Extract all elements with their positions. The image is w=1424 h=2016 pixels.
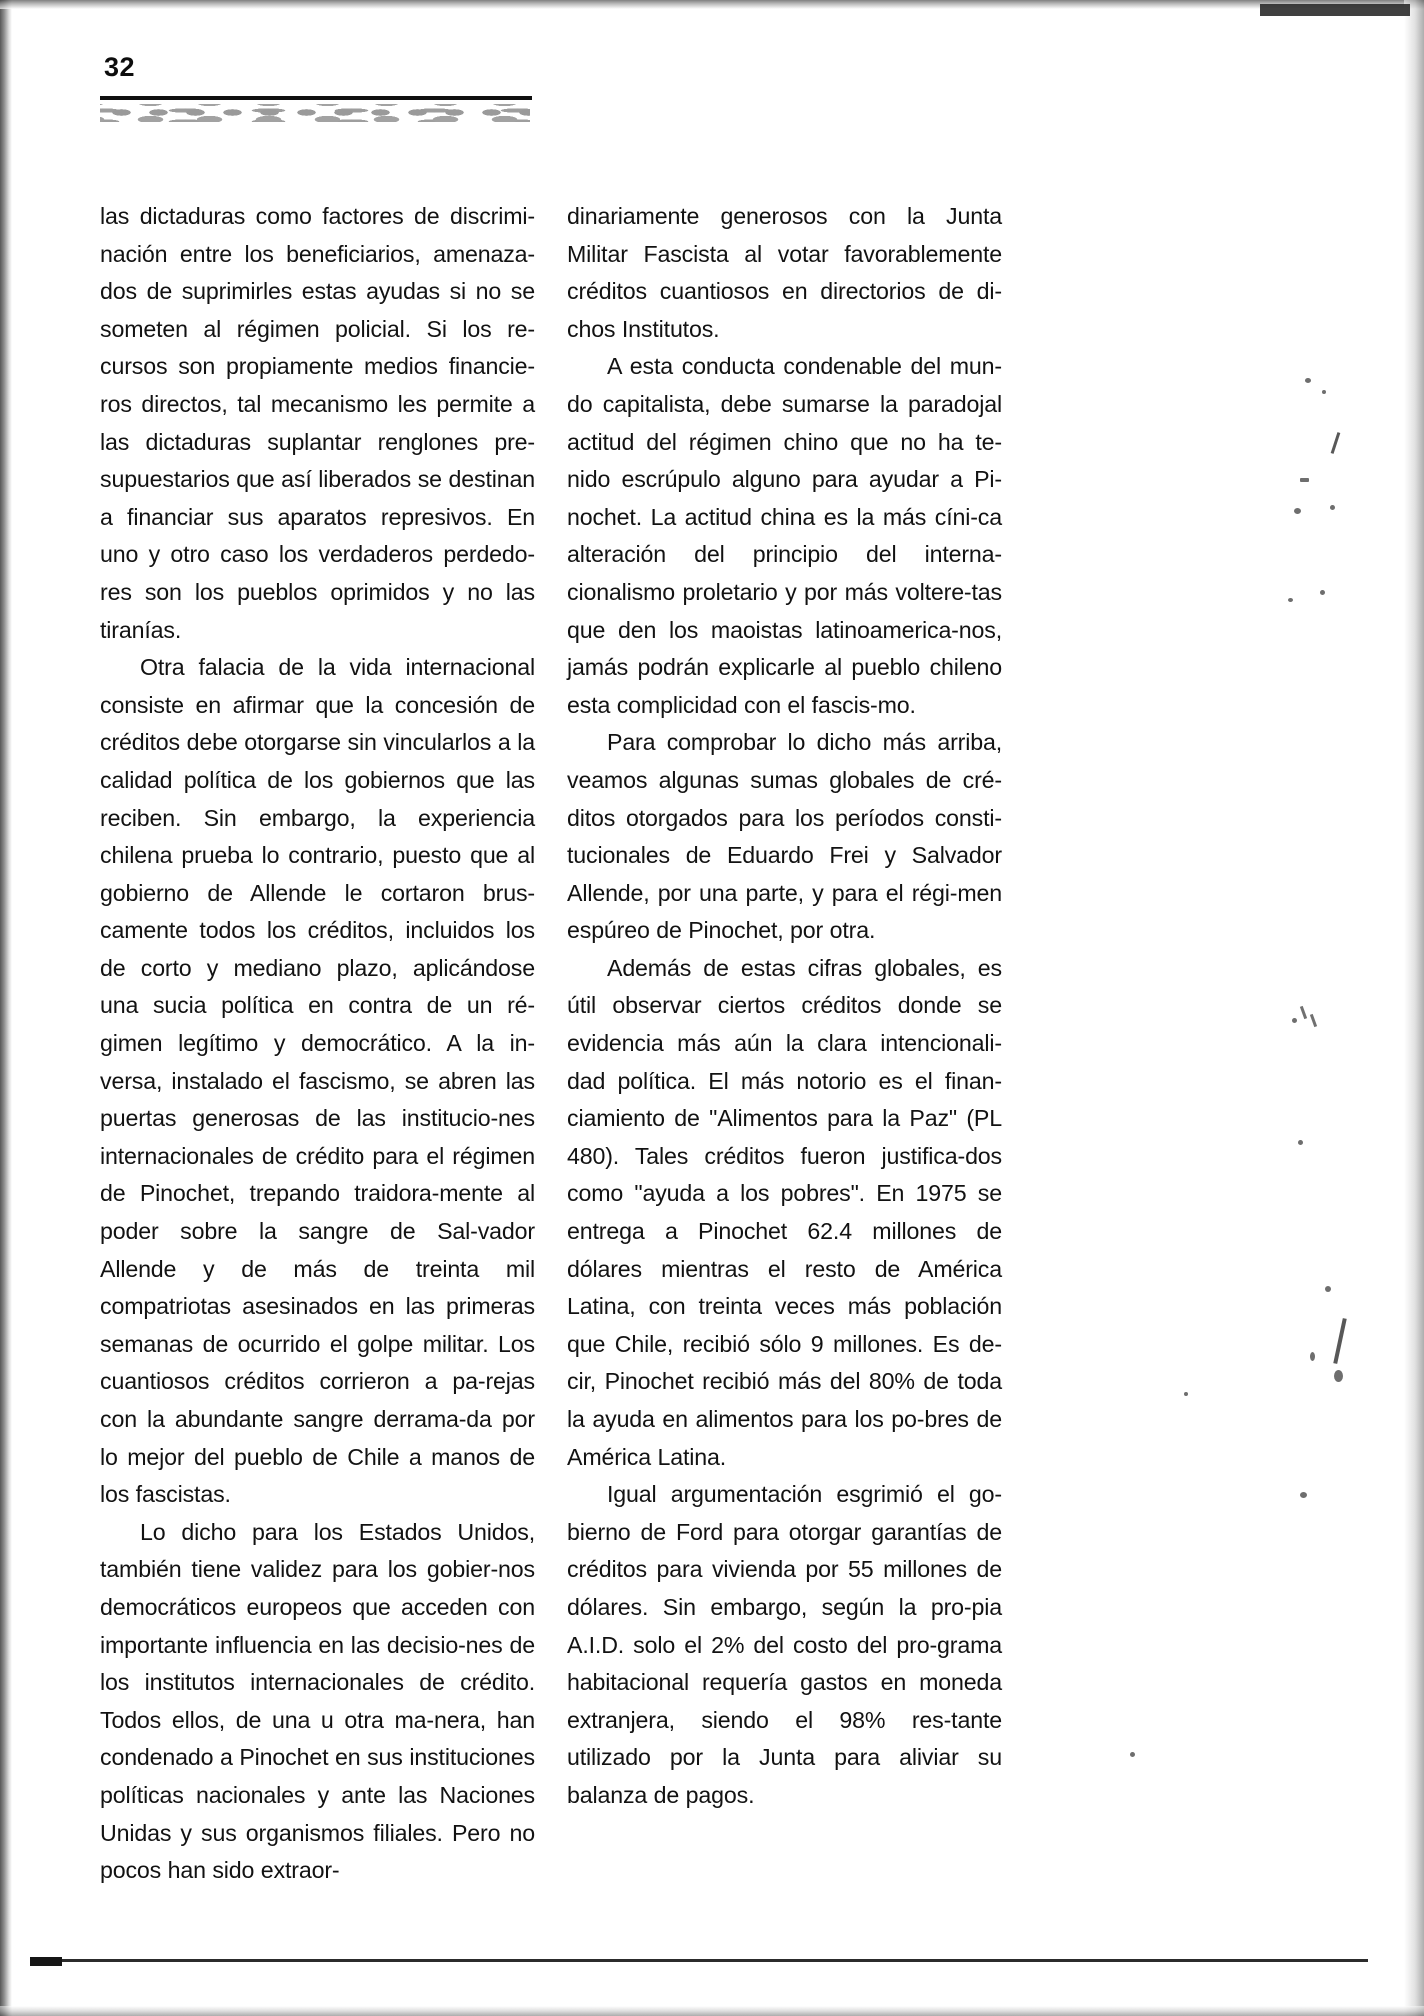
- scan-edge-top: [0, 0, 1424, 9]
- scan-speck: [1294, 508, 1301, 514]
- scan-mark: [1333, 1318, 1346, 1364]
- header-rule: [100, 96, 532, 100]
- paragraph: Lo dicho para los Estados Unidos, también tiene validez para los gobier-nos democráticos europeos que acceden con importante influencia en las decisio-nes de los institutos internacionales de crédito. Todos ellos, de una u otra ma-nera, han condenado a Pinochet en sus instituciones políticas nacionales y ante las Naciones Unidas y sus organismos filiales. Pero no pocos han sido extraor-: [100, 1518, 535, 1884]
- scan-edge-right: [1404, 0, 1424, 2016]
- paragraph: A esta conducta condenable del mun-do capitalista, debe sumarse la paradojal actitud del régimen chino que no ha te-nido escrúpulo alguno para ayudar a Pi-nochet. La actitud china es la más cíni-ca alteración del principio del interna-cionalismo proletario y por más voltere-tas que den los maoistas latinoamerica-nos, jamás podrán explicarle al pueblo chileno esta complicidad con el fascis-mo.: [567, 353, 1002, 718]
- left-column: [100, 198, 535, 1890]
- scan-speck: [1325, 1286, 1331, 1292]
- paragraph: Igual argumentación esgrimió el go-bierno de Ford para otorgar garantías de créditos para vivienda por 55 millones de dólares. Sin embargo, según la pro-pia A.I.D. solo el 2% del costo del pro-grama habitacional requería gastos en moneda extranjera, siendo el 98% res-tante utilizado por la Junta para aliviar su balanza de pagos.: [567, 1481, 1002, 1808]
- scan-speck: [1184, 1392, 1188, 1396]
- scan-speck: [1330, 505, 1335, 510]
- scan-speck: [1322, 390, 1326, 394]
- footer-rule-tail: [30, 1957, 62, 1966]
- scan-corner-artifact: [1260, 4, 1410, 16]
- scan-speck: [1300, 478, 1309, 482]
- scan-speck: [1305, 378, 1311, 383]
- paragraph: Otra falacia de la vida internacional consiste en afirmar que la concesión de créditos debe otorgarse sin vincularlos a la calidad política de los gobiernos que las reciben. Sin embargo, la experiencia chilena prueba lo contrario, puesto que al gobierno de Allende le cortaron brus-camente todos los créditos, incluidos los de corto y mediano plazo, aplicándose una sucia política en contra de un ré-gimen legítimo y democrático. A la in-versa, instalado el fascismo, se abren las puertas generosas de las institucio-nes internacionales de crédito para el régimen de Pinochet, trepando traidora-mente al poder sobre la sangre de Sal-vador Allende y de más de treinta mil compatriotas asesinados en las primeras semanas de ocurrido el golpe militar. Los cuantiosos créditos corrieron a pa-rejas con la abundante sangre derrama-da por lo mejor del pueblo de Chile a manos de los fascistas.: [100, 654, 535, 1508]
- scan-speck: [1320, 590, 1325, 595]
- header-rule-speckle: [100, 104, 530, 122]
- scan-speck: [1298, 1140, 1303, 1145]
- scan-edge-bottom: [0, 2006, 1424, 2016]
- scan-speck: [1334, 1370, 1343, 1382]
- scan-speck: [1288, 598, 1293, 602]
- scan-speck: [1300, 1492, 1307, 1498]
- paragraph: dinariamente generosos con la Junta Militar Fascista al votar favorablemente créditos cuantiosos en directorios de di-chos Institutos.: [567, 203, 1002, 342]
- page-number: 32: [104, 52, 136, 82]
- scan-edge-left: [0, 0, 12, 2016]
- scan-speck: [1310, 1352, 1315, 1361]
- paragraph: Para comprobar lo dicho más arriba, veamos algunas sumas globales de cré-ditos otorgados para los períodos consti-tucionales de Eduardo Frei y Salvador Allende, por una parte, y para el régi-men espúreo de Pinochet, por otra.: [567, 729, 1002, 944]
- footer-rule: [48, 1959, 1368, 1962]
- scan-speck: [1292, 1018, 1297, 1023]
- body-columns: [100, 198, 1330, 1890]
- scan-speck: [1130, 1752, 1135, 1757]
- paragraph: las dictaduras como factores de discrimi-nación entre los beneficiarios, amenaza-dos de suprimirles estas ayudas si no se someten al régimen policial. Si los re-cursos son propiamente medios financie-ros directos, tal mecanismo les permite a las dictaduras suplantar renglones pre-supuestarios que así liberados se destinan a financiar sus aparatos represivos. En uno y otro caso los verdaderos perdedo-res son los pueblos oprimidos y no las tiranías.: [100, 203, 535, 643]
- paragraph: Además de estas cifras globales, es útil observar ciertos créditos donde se evidencia más aún la clara intencionali-dad política. El más notorio es el finan-ciamiento de "Alimentos para la Paz" (PL 480). Tales créditos fueron justifica-dos como "ayuda a los pobres". En 1975 se entrega a Pinochet 62.4 millones de dólares mientras el resto de América Latina, con treinta veces más población que Chile, recibió sólo 9 millones. Es de-cir, Pinochet recibió más del 80% de toda la ayuda en alimentos para los po-bres de América Latina.: [567, 954, 1002, 1470]
- scan-mark: [1331, 432, 1341, 454]
- right-column: [567, 198, 1002, 1890]
